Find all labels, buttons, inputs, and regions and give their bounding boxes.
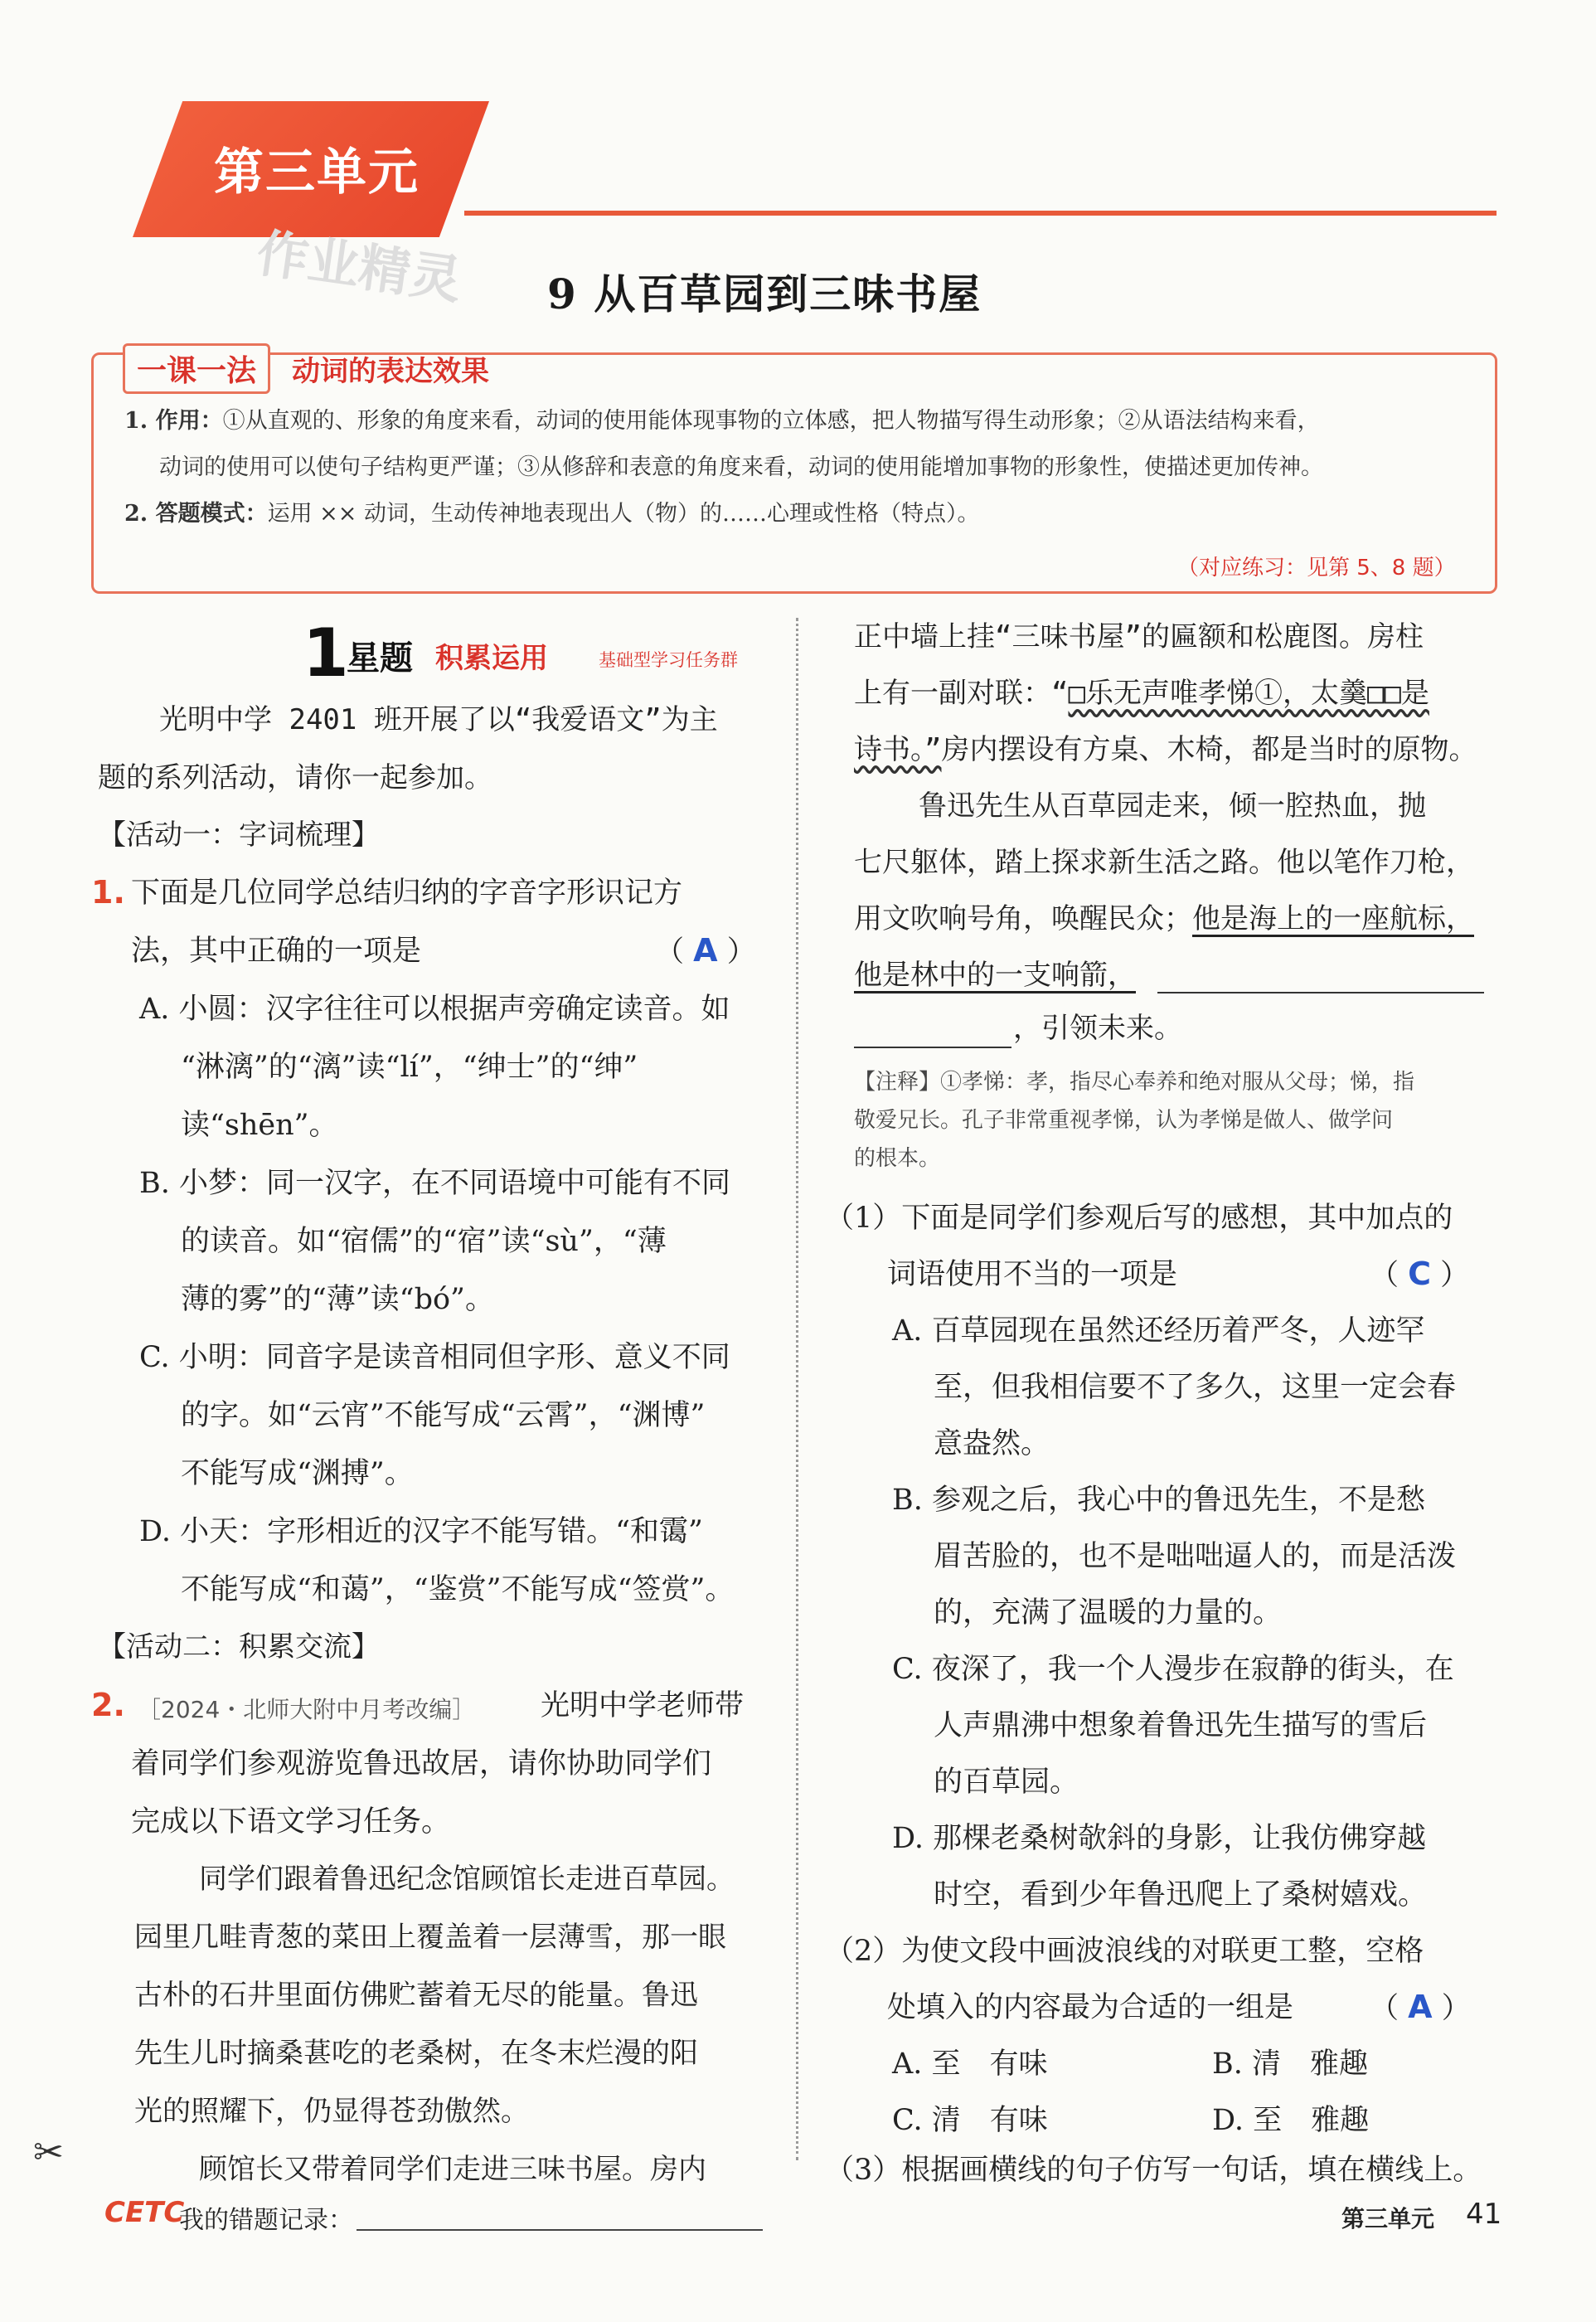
passage-line-11: 七尺躯体，踏上探求新生活之路。他以笔作刀枪， bbox=[854, 846, 1474, 879]
method-item-1-line-1: 1. 作用：①从直观的、形象的角度来看，动词的使用能体现事物的立体感，把人物描写得生动形象；②从语法结构来看， bbox=[124, 408, 1320, 434]
error-record-label: 我的错题记录： bbox=[179, 2206, 353, 2235]
question-2-line-1: 光明中学老师带 bbox=[541, 1689, 745, 1722]
couplet-upper: □乐无声唯孝悌①，太羹□□是 bbox=[1068, 677, 1429, 710]
passage-line-8: 上有一副对联：“□乐无声唯孝悌①，太羹□□是 bbox=[854, 677, 1429, 710]
passage-line-2: 园里几畦青葱的菜田上覆盖着一层薄雪，那一眼 bbox=[134, 1921, 726, 1954]
passage-line-9: 诗书。”房内摆设有方桌、木椅，都是当时的原物。 bbox=[854, 733, 1477, 766]
section-name: 星题 bbox=[347, 639, 413, 678]
passage-line-6: 顾馆长又带着同学们走进三味书屋。房内 bbox=[199, 2153, 706, 2186]
intro-line-2: 题的系列活动，请你一起参加。 bbox=[98, 761, 492, 794]
intro-line-1: 光明中学 2401 班开展了以“我爱语文”为主 bbox=[159, 703, 718, 736]
subq-2-answer-box[interactable]: （ A ） bbox=[1370, 1989, 1471, 2025]
activity-2-heading: 【活动二：积累交流】 bbox=[98, 1630, 380, 1664]
q1-option-d-line-2: 不能写成“和蔼”，“鉴赏”不能写成“签赏”。 bbox=[181, 1573, 735, 1606]
footer-logo: CETC bbox=[104, 2196, 185, 2229]
passage-line-10: 鲁迅先生从百草园走来，倾一腔热血，抛 bbox=[919, 789, 1426, 823]
column-divider bbox=[796, 618, 798, 2160]
q1-option-d-line-1: D. 小天：字形相近的汉字不能写错。“和霭” bbox=[139, 1515, 703, 1548]
error-record-line[interactable] bbox=[357, 2229, 763, 2231]
subq-3: （3）根据画横线的句子仿写一句话，填在横线上。 bbox=[825, 2154, 1482, 2187]
passage-line-1: 同学们跟着鲁迅纪念馆顾馆长走进百草园。 bbox=[199, 1863, 735, 1896]
s1-option-d-line-2: 时空，看到少年鲁迅爬上了桑树嬉戏。 bbox=[934, 1878, 1428, 1912]
scissors-icon: ✂ bbox=[33, 2131, 64, 2174]
s1-option-c-line-2: 人声鼎沸中想象着鲁迅先生描写的雪后 bbox=[934, 1709, 1428, 1742]
fill-blank-1[interactable] bbox=[1157, 992, 1484, 993]
method-reference: （对应练习：见第 5、8 题） bbox=[1177, 556, 1456, 580]
passage-line-7: 正中墙上挂“三味书屋”的匾额和松鹿图。房柱 bbox=[854, 620, 1424, 653]
question-2-line-3: 完成以下语文学习任务。 bbox=[131, 1805, 451, 1839]
question-2-source: ［2024・北师大附中月考改编］ bbox=[138, 1696, 476, 1723]
subq-1-line-2: 词语使用不当的一项是 bbox=[887, 1258, 1178, 1291]
method-item-2: 2. 答题模式：运用 ×× 动词，生动传神地表现出人（物）的……心理或性格（特点）。 bbox=[124, 501, 980, 527]
subq-2-line-2: 处填入的内容最为合适的一组是 bbox=[887, 1991, 1294, 2024]
s1-option-d-line-1: D. 那棵老桑树欹斜的身影，让我仿佛穿越 bbox=[892, 1822, 1427, 1855]
question-1-line-1: 下面是几位同学总结归纳的字音字形识记方 bbox=[131, 877, 683, 910]
fill-blank-2[interactable] bbox=[854, 1047, 1011, 1048]
passage-line-5: 光的照耀下，仍显得苍劲傲然。 bbox=[134, 2095, 529, 2128]
passage-line-4: 先生儿时摘桑葚吃的老桑树，在冬末烂漫的阳 bbox=[134, 2037, 698, 2070]
q1-option-a-line-3: 读“shēn”。 bbox=[181, 1109, 338, 1142]
method-label: 一课一法 bbox=[123, 343, 270, 394]
section-subtitle: 积累运用 bbox=[435, 642, 548, 675]
s2-option-a: A. 至 有味 bbox=[892, 2048, 1048, 2081]
underlined-sentence-1: 他是海上的一座航标， bbox=[1192, 902, 1474, 935]
s1-option-c-line-3: 的百草园。 bbox=[934, 1766, 1079, 1799]
subq-1-line-1: （1）下面是同学们参观后写的感想，其中加点的 bbox=[825, 1202, 1453, 1235]
s2-option-b: B. 清 雅趣 bbox=[1212, 2048, 1368, 2081]
section-number: 1 bbox=[303, 615, 349, 692]
question-2-number: 2. bbox=[91, 1687, 125, 1723]
q1-option-a-line-1: A. 小圆：汉字往往可以根据声旁确定读音。如 bbox=[139, 993, 730, 1026]
watermark: 作业精灵 bbox=[253, 222, 466, 311]
couplet-end: 诗书。” bbox=[854, 733, 942, 766]
page-number: 41 bbox=[1466, 2198, 1502, 2231]
q1-option-c-line-3: 不能写成“渊搏”。 bbox=[181, 1457, 414, 1490]
footer-unit: 第三单元 bbox=[1341, 2205, 1435, 2232]
q1-option-a-line-2: “淋漓”的“漓”读“lí”，“绅士”的“绅” bbox=[181, 1051, 638, 1084]
method-item-1-line-2: 动词的使用可以使句子结构更严谨；③从修辞和表意的角度来看，动词的使用能增加事物的形象性，使描述更加传神。 bbox=[159, 454, 1323, 480]
passage-line-12: 用文吹响号角，唤醒民众；他是海上的一座航标， bbox=[854, 902, 1474, 935]
underlined-sentence-2: 他是林中的一支响箭， bbox=[854, 959, 1136, 992]
q1-option-c-line-2: 的字。如“云宵”不能写成“云霄”，“渊博” bbox=[181, 1399, 706, 1432]
s1-option-b-line-1: B. 参观之后，我心中的鲁迅先生，不是愁 bbox=[892, 1484, 1425, 1517]
q1-option-b-line-2: 的读音。如“宿儒”的“宿”读“sù”，“薄 bbox=[181, 1225, 667, 1258]
q1-option-b-line-3: 薄的雾”的“薄”读“bó”。 bbox=[181, 1283, 494, 1316]
note-line-1: 【注释】①孝悌：孝，指尽心奉养和绝对服从父母；悌，指 bbox=[854, 1070, 1415, 1095]
method-topic: 动词的表达效果 bbox=[292, 355, 489, 388]
question-1-line-2: 法，其中正确的一项是 bbox=[131, 935, 422, 968]
s1-option-a-line-2: 至，但我相信要不了多久，这里一定会春 bbox=[934, 1371, 1457, 1404]
lesson-title: 9 从百草园到三味书屋 bbox=[547, 270, 982, 318]
q1-option-b-line-1: B. 小梦：同一汉字，在不同语境中可能有不同 bbox=[139, 1167, 730, 1200]
unit-title: 第三单元 bbox=[214, 143, 420, 202]
activity-1-heading: 【活动一：字词梳理】 bbox=[98, 819, 380, 852]
subq-2-answer: A bbox=[1408, 1989, 1433, 2025]
s2-option-c: C. 清 有味 bbox=[892, 2104, 1048, 2137]
passage-line-13 bbox=[854, 959, 1136, 993]
s1-option-c-line-1: C. 夜深了，我一个人漫步在寂静的街头，在 bbox=[892, 1653, 1454, 1686]
q1-option-c-line-1: C. 小明：同音字是读音相同但字形、意义不同 bbox=[139, 1341, 730, 1374]
subq-1-answer-box[interactable]: （ C ） bbox=[1370, 1256, 1470, 1292]
s1-option-b-line-2: 眉苦脸的，也不是咄咄逼人的，而是活泼 bbox=[934, 1540, 1457, 1573]
passage-line-3: 古朴的石井里面仿佛贮蓄着无尽的能量。鲁迅 bbox=[134, 1979, 698, 2012]
note-line-2: 敬爱兄长。孔子非常重视孝悌，认为孝悌是做人、做学问 bbox=[854, 1108, 1394, 1133]
s1-option-b-line-3: 的，充满了温暖的力量的。 bbox=[934, 1596, 1283, 1630]
s2-option-d: D. 至 雅趣 bbox=[1212, 2104, 1370, 2137]
question-1-number: 1. bbox=[91, 874, 125, 911]
banner-divider bbox=[464, 211, 1497, 216]
passage-line-14: ，引领未来。 bbox=[1013, 1012, 1182, 1045]
subq-1-answer: C bbox=[1408, 1256, 1432, 1292]
s1-option-a-line-3: 意盎然。 bbox=[934, 1427, 1050, 1460]
question-2-line-2: 着同学们参观游览鲁迅故居，请你协助同学们 bbox=[131, 1747, 712, 1780]
question-1-answer-box[interactable]: （ A ） bbox=[655, 932, 756, 969]
subq-2-line-1: （2）为使文段中画波浪线的对联更工整，空格 bbox=[825, 1935, 1424, 1968]
note-line-3: 的根本。 bbox=[854, 1146, 941, 1171]
question-1-answer: A bbox=[693, 932, 718, 969]
section-tag: 基础型学习任务群 bbox=[599, 650, 738, 670]
s1-option-a-line-1: A. 百草园现在虽然还经历着严冬，人迹罕 bbox=[892, 1314, 1425, 1348]
